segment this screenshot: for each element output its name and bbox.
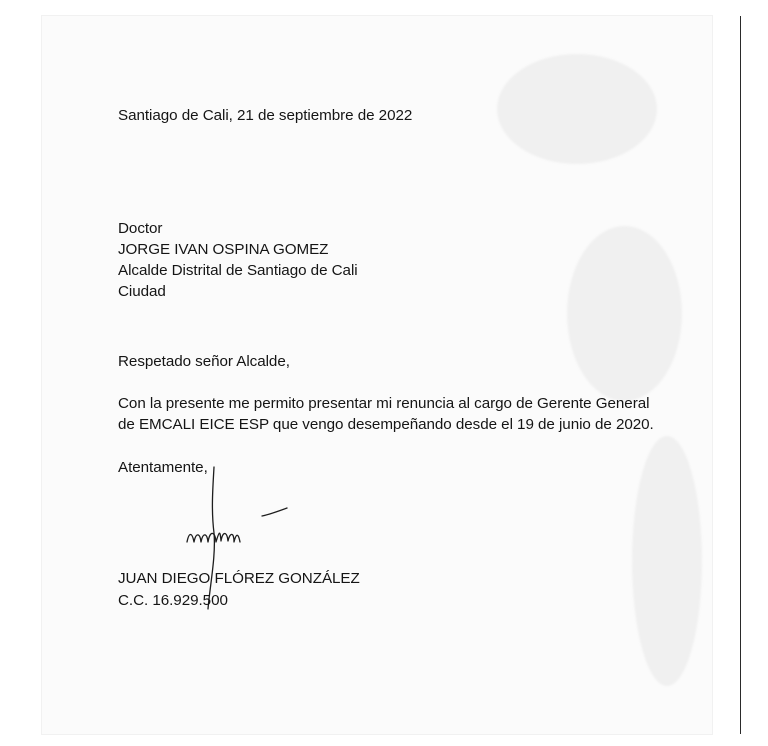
body-line: de EMCALI EICE ESP que vengo desempeñando desde el 19 de junio de 2020. (118, 416, 654, 433)
signer-id: C.C. 16.929.500 (118, 592, 228, 609)
recipient-name: JORGE IVAN OSPINA GOMEZ (118, 241, 329, 258)
body-line: Con la presente me permito presentar mi renuncia al cargo de Gerente General (118, 395, 650, 412)
background-smudge (497, 54, 657, 164)
recipient-title: Doctor (118, 220, 163, 237)
background-smudge (567, 226, 682, 401)
closing: Atentamente, (118, 459, 208, 476)
background-smudge (632, 436, 702, 686)
recipient-city: Ciudad (118, 283, 166, 300)
recipient-position: Alcalde Distrital de Santiago de Cali (118, 262, 358, 279)
date-line: Santiago de Cali, 21 de septiembre de 2022 (118, 107, 413, 124)
right-border-line (740, 16, 741, 734)
salutation: Respetado señor Alcalde, (118, 353, 290, 370)
signer-name: JUAN DIEGO FLÓREZ GONZÁLEZ (118, 570, 360, 587)
